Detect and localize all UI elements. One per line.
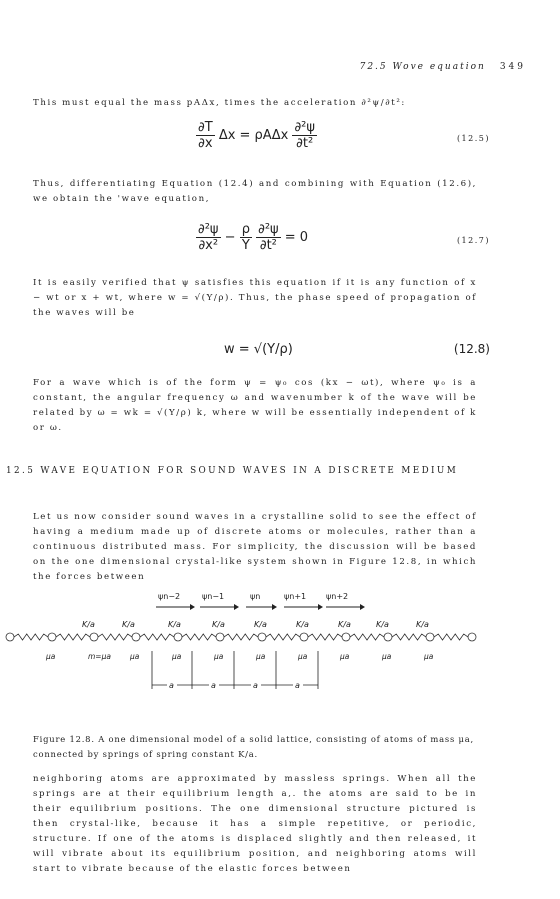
atom-mass	[342, 633, 350, 641]
mass-label: μa	[130, 652, 140, 661]
page-number: 349	[499, 62, 526, 72]
psi-label: ψn+1	[284, 592, 307, 601]
eq5-lhs-num: ∂T	[198, 120, 213, 135]
spring	[182, 634, 216, 640]
spring-constant-label: K/a	[122, 620, 135, 629]
mass-label: μa	[172, 652, 182, 661]
atom-mass	[6, 633, 14, 641]
eq7-b-num: ρ	[241, 222, 250, 237]
atom-mass	[258, 633, 266, 641]
atom-mass	[48, 633, 56, 641]
mass-label: μa	[382, 652, 392, 661]
figure-caption: Figure 12.8. A one dimensional model of a solid lattice, consisting of atoms of mass μa, connected by springs of spring constant K/a.	[33, 734, 475, 759]
eq5-rhs-den: ∂t²	[296, 136, 314, 151]
atom-mass	[90, 633, 98, 641]
eq7-b-den: Y	[241, 238, 250, 253]
paragraph-wave-equation-intro: Thus, differentiating Equation (12.4) and combining with Equation (12.6), we obtain the 'wave equation,	[33, 179, 477, 204]
spring-constant-label: K/a	[254, 620, 267, 629]
eq7-c-num: ∂²ψ	[258, 222, 279, 237]
spring	[308, 634, 342, 640]
spring	[56, 634, 90, 640]
eq7-minus: −	[224, 230, 236, 245]
mass-label: μa	[424, 652, 434, 661]
eq5-lhs-tail: Δx = ρAΔx	[218, 128, 289, 143]
psi-label: ψn−2	[158, 592, 181, 601]
spacing-label: a	[295, 681, 300, 690]
atom-mass	[216, 633, 224, 641]
psi-label: ψn	[250, 592, 261, 601]
spring	[266, 634, 300, 640]
section-heading: 12.5 WAVE EQUATION FOR SOUND WAVES IN A DISCRETE MEDIUM	[6, 466, 459, 476]
mass-label: μa	[340, 652, 350, 661]
paragraph-springs: neighboring atoms are approximated by massless springs. When all the springs are at their equilibrium length a,. the atoms are said to be in their equilibrium positions. The one dimensional structure pictured is then crystal-like, because it has a simple repetitive, or periodic, structure. If one of the atoms is displaced slightly and then released, it will vibrate about its equilibrium position, and neighboring atoms will start to vibrate because of the elastic forces between	[33, 774, 477, 874]
lattice-figure	[0, 585, 520, 715]
mass-label: m=μa	[88, 652, 111, 661]
eq7-a-num: ∂²ψ	[198, 222, 219, 237]
spring-constant-label: K/a	[376, 620, 389, 629]
atom-mass	[174, 633, 182, 641]
spring-constant-label: K/a	[296, 620, 309, 629]
eq7-a-den: ∂x²	[198, 238, 219, 253]
spring-constant-label: K/a	[212, 620, 225, 629]
spring	[140, 634, 174, 640]
spring	[434, 634, 468, 640]
spring	[224, 634, 258, 640]
atom-mass	[426, 633, 434, 641]
paragraph-dispersion: For a wave which is of the form ψ = ψ₀ cos (kx − ωt), where ψ₀ is a constant, the angular frequency ω and wavenumber k of the wave will be related by ω = wk = √(Y/ρ) k, where w will be essentially independent of k or ω.	[33, 378, 477, 433]
spring	[14, 634, 48, 640]
paragraph-mass-acceleration: This must equal the mass pAΔx, times the acceleration ∂²ψ/∂t²:	[33, 98, 406, 108]
eq8-expression: w = √(Y/ρ)	[224, 342, 293, 357]
atom-mass	[468, 633, 476, 641]
paragraph-phase-speed: It is easily verified that ψ satisfies this equation if it is any function of x − wt or x + wt, where w = √(Y/ρ). Thus, the phase speed of propagation of the waves will be	[33, 278, 477, 318]
spacing-label: a	[211, 681, 216, 690]
spring-constant-label: K/a	[338, 620, 351, 629]
mass-label: μa	[256, 652, 266, 661]
atom-mass	[132, 633, 140, 641]
spring	[350, 634, 384, 640]
eq5-lhs-den: ∂x	[198, 136, 213, 151]
eq5-rhs-num: ∂²ψ	[294, 120, 315, 135]
eq7-c-den: ∂t²	[259, 238, 277, 253]
psi-label: ψn+2	[326, 592, 349, 601]
running-header	[360, 62, 526, 72]
mass-label: μa	[214, 652, 224, 661]
mass-label: μa	[298, 652, 308, 661]
paragraph-discrete-medium: Let us now consider sound waves in a crystalline solid to see the effect of having a medium made up of discrete atoms or molecules, rather than a continuous distributed mass. For simplicity, the discussion will be based on the one dimensional crystal-like system shown in Figure 12.8, in which the forces between	[33, 512, 477, 582]
spring-constant-label: K/a	[416, 620, 429, 629]
spring	[392, 634, 426, 640]
spacing-label: a	[253, 681, 258, 690]
atom-mass	[384, 633, 392, 641]
atom-mass	[300, 633, 308, 641]
psi-label: ψn−1	[202, 592, 225, 601]
spring-constant-label: K/a	[168, 620, 181, 629]
spring-constant-label: K/a	[82, 620, 95, 629]
spring	[98, 634, 132, 640]
spacing-label: a	[169, 681, 174, 690]
equation-number-12-7: (12.7)	[456, 236, 490, 245]
mass-label: μa	[46, 652, 56, 661]
equation-number-12-8: (12.8)	[453, 342, 490, 356]
running-title: 72.5 Wove equation	[359, 62, 486, 72]
eq7-rhs: = 0	[284, 230, 309, 245]
equation-number-12-5: (12.5)	[456, 134, 490, 143]
